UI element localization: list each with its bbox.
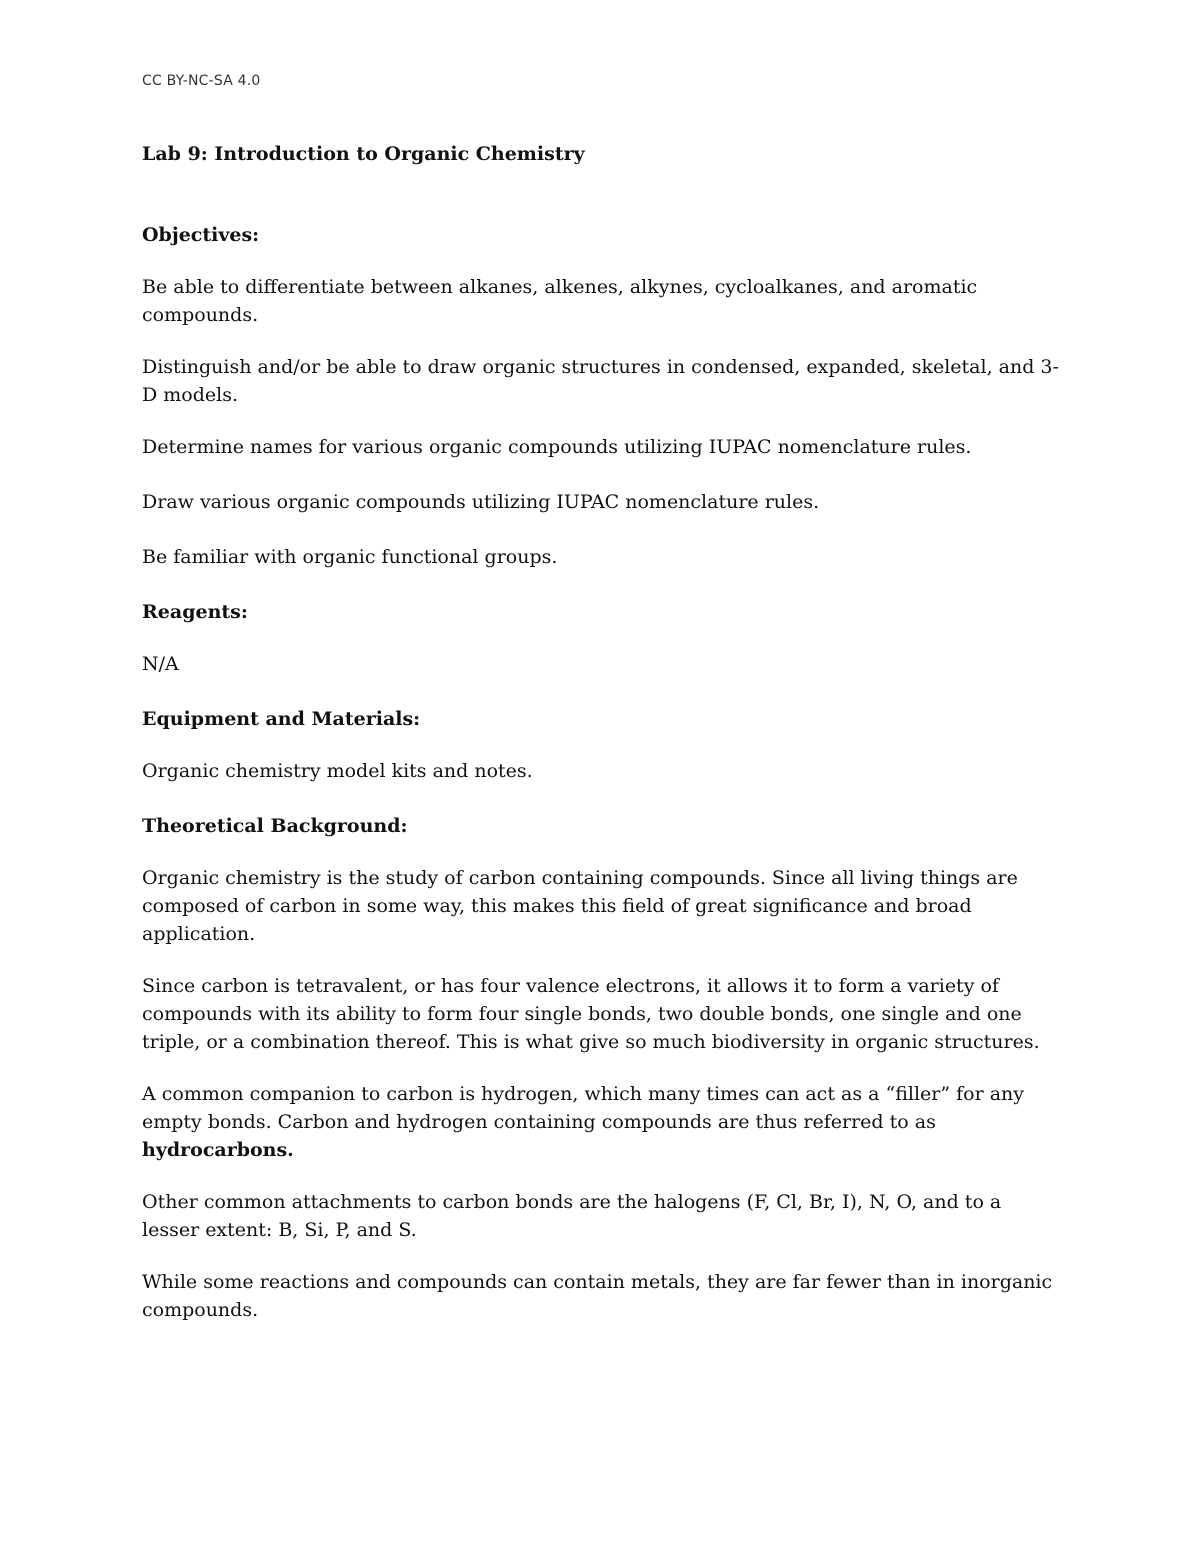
equipment-heading: Equipment and Materials: (142, 708, 421, 730)
objective-item: Determine names for various organic compounds utilizing IUPAC nomenclature rules. (142, 436, 972, 458)
background-paragraph: Organic chemistry is the study of carbon containing compounds. Since all living things are composed of carbon in some way, this makes this field of great significance and broad application. (142, 867, 1018, 945)
objective-item: Distinguish and/or be able to draw organic structures in condensed, expanded, skeletal, and 3-D models. (142, 356, 1059, 406)
license-header: CC BY-NC-SA 4.0 (142, 73, 261, 89)
objective-item: Be able to differentiate between alkanes, alkenes, alkynes, cycloalkanes, and aromatic compounds. (142, 276, 978, 326)
reagents-heading: Reagents: (142, 601, 248, 623)
equipment-text: Organic chemistry model kits and notes. (142, 760, 533, 782)
objective-item: Draw various organic compounds utilizing IUPAC nomenclature rules. (142, 491, 820, 513)
page-title: Lab 9: Introduction to Organic Chemistry (142, 143, 585, 165)
background-paragraph: Since carbon is tetravalent, or has four valence electrons, it allows it to form a variety of compounds with its ability to form four single bonds, two double bonds, one single and one triple, or a combination thereof. This is what give so much biodiversity in organic structures. (142, 975, 1040, 1053)
background-paragraph: While some reactions and compounds can contain metals, they are far fewer than in inorganic compounds. (142, 1271, 1053, 1321)
background-paragraph: Other common attachments to carbon bonds are the halogens (F, Cl, Br, I), N, O, and to a lesser extent: B, Si, P, and S. (142, 1191, 1002, 1241)
objectives-heading: Objectives: (142, 224, 260, 246)
hydrocarbons-term: hydrocarbons. (142, 1139, 294, 1161)
background-paragraph (142, 1080, 1062, 1164)
objective-item: Be familiar with organic functional groups. (142, 546, 558, 568)
background-paragraph-text: A common companion to carbon is hydrogen, which many times can act as a “filler” for any empty bonds. Carbon and hydrogen containing compounds are thus referred to as (142, 1083, 1024, 1133)
document-body (142, 140, 1062, 1348)
reagents-text: N/A (142, 653, 179, 675)
background-heading: Theoretical Background: (142, 815, 408, 837)
